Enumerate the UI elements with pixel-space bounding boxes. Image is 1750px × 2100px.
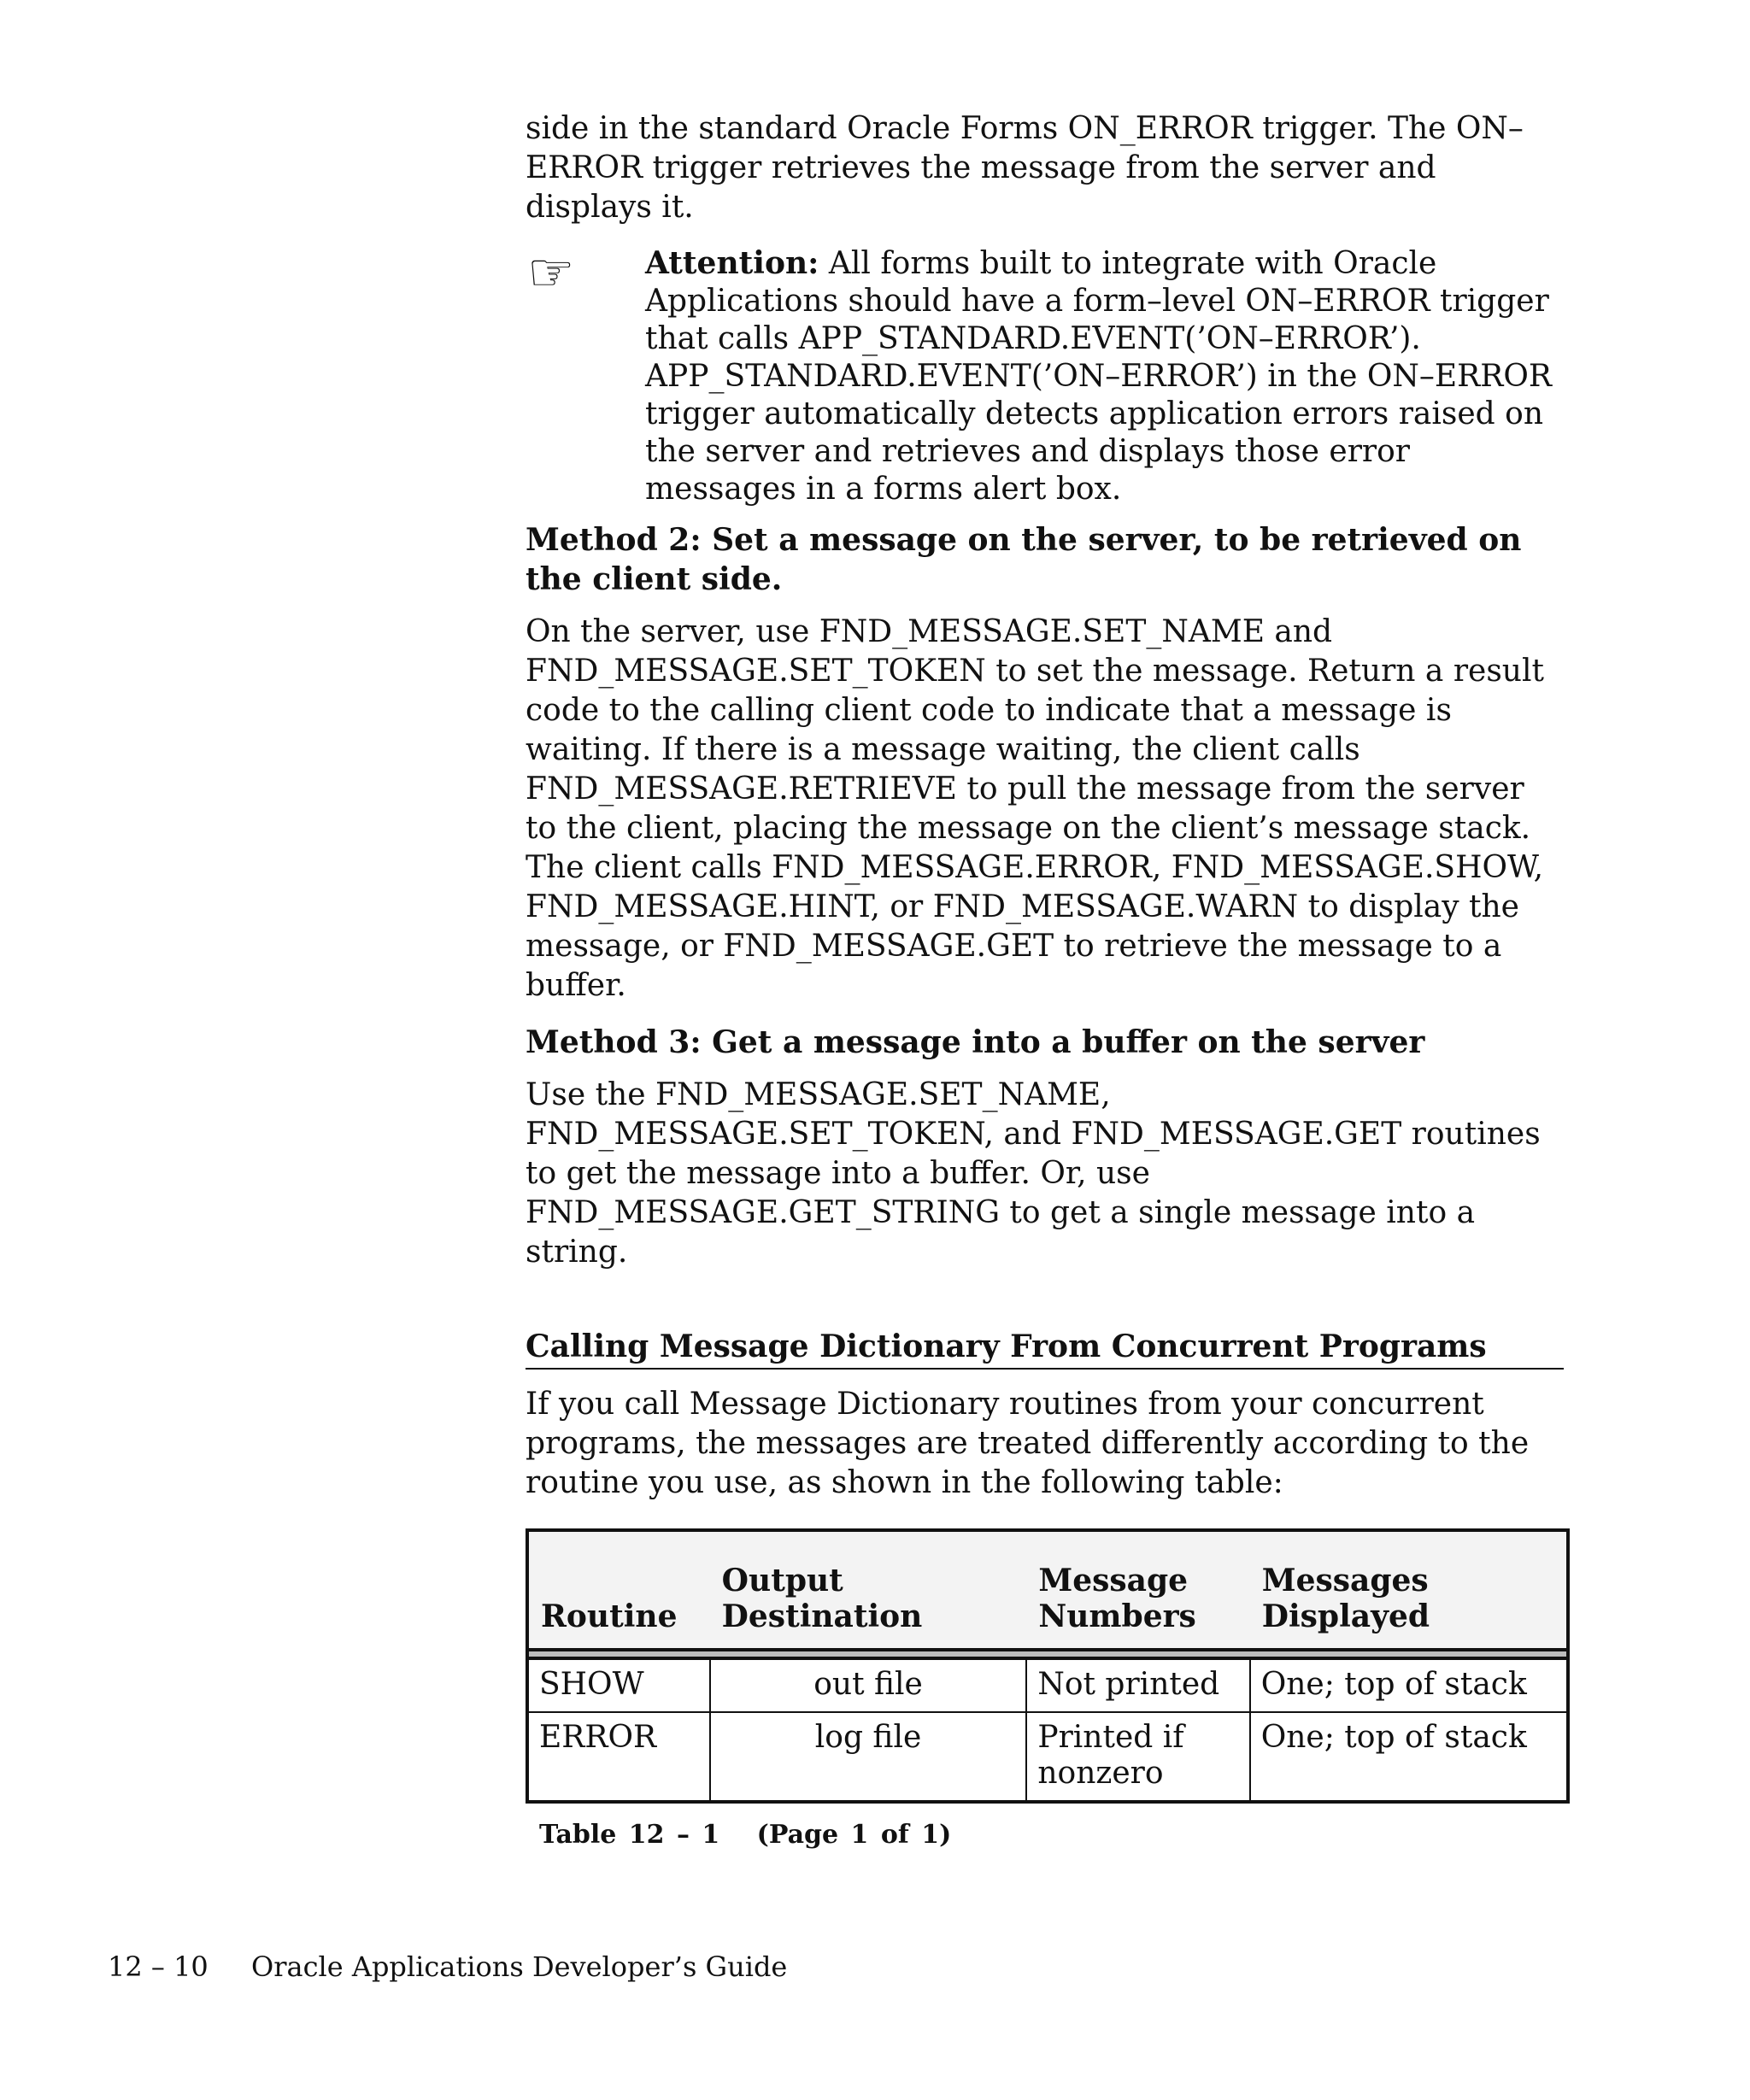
header-output-destination: Output Destination xyxy=(710,1530,1027,1650)
pointing-hand-icon: ☞ xyxy=(527,241,575,303)
intro-paragraph: side in the standard Oracle Forms ON_ERROR trigger. The ON–ERROR trigger retrieves the message from the server and displays it. xyxy=(526,111,1524,225)
table-header-row xyxy=(527,1530,1568,1650)
cell-message-numbers: Printed if nonzero xyxy=(1026,1712,1249,1802)
cell-messages-displayed: One; top of stack xyxy=(1250,1712,1568,1802)
cell-messages-displayed: One; top of stack xyxy=(1250,1658,1568,1712)
header-messages-displayed: Messages Displayed xyxy=(1250,1530,1568,1650)
page-number: 12 – 10 xyxy=(108,1950,208,1983)
table-row xyxy=(527,1712,1568,1802)
attention-note xyxy=(526,241,1564,508)
header-routine: Routine xyxy=(527,1530,710,1650)
page-content xyxy=(526,109,1564,1851)
method3-paragraph: Use the FND_MESSAGE.SET_NAME, FND_MESSAGE.SET_TOKEN, and FND_MESSAGE.GET routines to get the message into a buffer. Or, use FND_MESSAGE.GET_STRING to get a single message into a string. xyxy=(526,1077,1541,1270)
section-paragraph: If you call Message Dictionary routines from your concurrent programs, the messages are treated differently according to the routine you use, as shown in the following table: xyxy=(526,1387,1530,1500)
page-footer xyxy=(108,1950,787,1984)
table-row xyxy=(527,1658,1568,1712)
cell-output-destination: log file xyxy=(710,1712,1027,1802)
cell-routine: SHOW xyxy=(527,1658,710,1712)
section-heading: Calling Message Dictionary From Concurrent Programs xyxy=(526,1327,1564,1370)
method2-paragraph: On the server, use FND_MESSAGE.SET_NAME and FND_MESSAGE.SET_TOKEN to set the message. Return a result code to the calling client code to indicate that a message is waiting. If there is a message waiting, the client calls FND_MESSAGE.RETRIEVE to pull the message from the server to the client, placing the message on the client’s message stack. The client calls FND_MESSAGE.ERROR, FND_MESSAGE.SHOW, FND_MESSAGE.HINT, or FND_MESSAGE.WARN to display the message, or FND_MESSAGE.GET to retrieve the message to a buffer. xyxy=(526,614,1544,1003)
header-separator xyxy=(527,1650,1568,1658)
book-title: Oracle Applications Developer’s Guide xyxy=(250,1950,788,1983)
cell-output-destination: out file xyxy=(710,1658,1027,1712)
method3-heading: Method 3: Get a message into a buffer on the server xyxy=(526,1024,1425,1060)
routine-table xyxy=(526,1528,1570,1804)
cell-message-numbers: Not printed xyxy=(1026,1658,1249,1712)
header-message-numbers: Message Numbers xyxy=(1026,1530,1249,1650)
cell-routine: ERROR xyxy=(527,1712,710,1802)
method2-heading: Method 2: Set a message on the server, to be retrieved on the client side. xyxy=(526,522,1522,597)
table-caption: Table 12 – 1 (Page 1 of 1) xyxy=(539,1820,952,1850)
attention-label: Attention: xyxy=(645,245,819,281)
attention-text: All forms built to integrate with Oracle Applications should have a form–level ON–ERROR trigger that calls APP_STANDARD.EVENT(’ON–ERROR’). APP_STANDARD.EVENT(’ON–ERROR’) in the ON–ERROR trigger automatically detects application errors raised on the server and retrieves and displays those error messages in a forms alert box. xyxy=(645,246,1552,507)
